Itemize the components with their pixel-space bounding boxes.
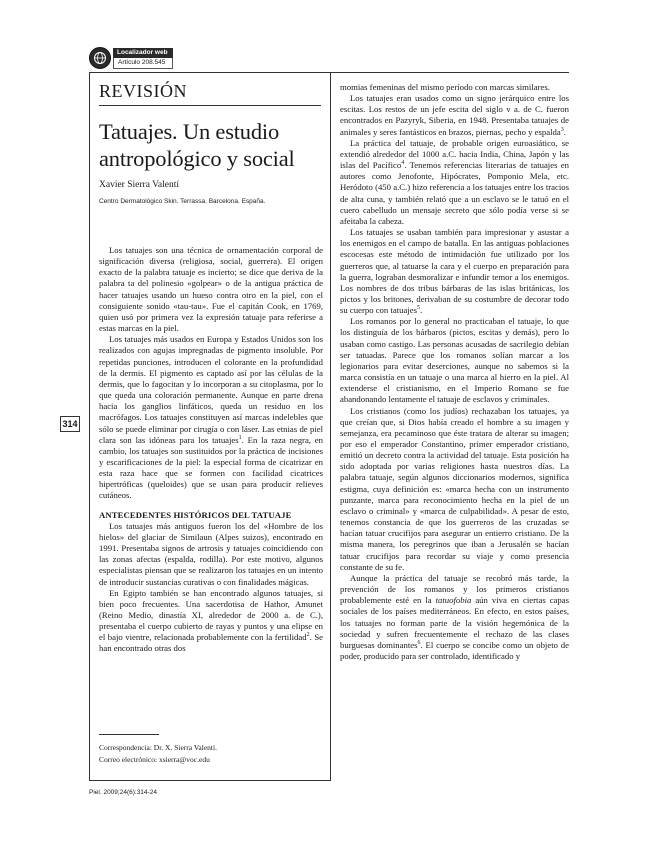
section-subheading: ANTECEDENTES HISTÓRICOS DEL TATUAJE <box>99 509 292 520</box>
correspondence-email: Correo electrónico: xsierra@voc.edu <box>99 755 210 764</box>
article-title: Tatuajes. Un estudio antropológico y social <box>99 119 295 171</box>
paragraph: Los tatuajes se usaban también para impresionar y asustar a los enemigos en el campo de batalla. En las antiguas poblaciones escocesas este método de intimidación fue utilizado por los guerreros que, al tatuarse la cara y el cuerpo en preparación para la guerra, lograban desmoralizar e infundir temor a los enemigos. Los nombres de dos tribus bárbaras de las islas británicas, los pictos y los britones, derivaban de su costumbre de decorar todo su cuerpo con tatuajes$^5$. <box>340 227 569 316</box>
paragraph: La práctica del tatuaje, de probable origen euroasiático, se extendió alrededor del 1000 a.C. hacia India, China, Japón y las islas del Pacífico$^4$. Tenemos referencias literarias de tatuajes en autores como Jenofonte, Hipócrates, Pomponio Mela, etc. Heródoto (450 a.C.) hizo referencia a los tatuajes entre los tracios de alta cuna, y también relató que a un esclavo se le tatuó en el cuero cabelludo un mensaje secreto que sólo podía verse si se afeitaba la cabeza. <box>340 137 570 226</box>
paragraph: Los cristianos (como los judíos) rechazaban los tatuajes, ya que creían que, si Dios había creado el hombre a su imagen y semejanza, era pecaminoso que éste tratara de alterar su imagen; por eso el emperador Constantino, primer emperador cristiano, emitió un decreto contra la actividad del tatuaje. Esta posición ha sido adoptada por varias religiones hasta nuestros días. La palabra tatuaje, según algunos diccionarios modernos, significa estigma, cuya definición es: «marca hecha con un instrumento punzante, marca para reconocimiento hecha en la piel de un esclavo o criminal» y «marca de culpabilidad». A pesar de esto, tenemos constancia de que los guerreros de las cruzadas se hacían tatuar crucifijos para asegurar un entierro cristiano. De la misma manera, los peregrinos que iban a Jerusalén se hacían tatuar crucifijos para recordar su viaje y como presencia constante de su fe. <box>340 405 569 572</box>
paragraph: Los tatuajes más usados en Europa y Estados Unidos son los realizados con agujas impregnadas de pigmento insoluble. Por repetidas punciones, introducen el colorante en la profundidad de la dermis. El pigmento es captado así por las células de la dermis, que lo fagocitan y lo incorporan a su citoplasma, por lo que queda una coloración permanente. Aunque en parte drena hacia los ganglios linfáticos, queda un residuo en los macrófagos. Los tatuajes constituyen así marcas indelebles que sólo se puede eliminar por cirugía o con láser. Las etnias de piel clara son las idóneas para los tatuajes$^1$. En la raza negra, en cambio, los tatuajes son sustituidos por la práctica de incisiones y escarificaciones de la piel: la especial forma de cicatrizar en esta raza hace que se formen con facilidad cicatrices hipertróficas (queloides) que se usan para producir relieves cutáneos. <box>99 334 323 501</box>
paragraph: Aunque la práctica del tatuaje se recobró más tarde, la prevención de los romanos y los primeros cristianos probablemente esté en la tatuofobia aún viva en ciertas capas sociales de los países mediterráneos. En efecto, en estos países, los tatuajes no forman parte de la visión hegemónica de la sociedad y sufren frecuentemente el rechazo de las clases burguesas dominantes$^6$. El cuerpo se concibe como un objeto de poder, producido para ser controlado, identificado y <box>340 572 569 661</box>
section-rule <box>99 105 321 106</box>
globe-icon <box>89 47 111 69</box>
correspondence-name: Correspondencia: Dr. X. Sierra Valentí. <box>99 743 217 752</box>
section-label: REVISIÓN <box>99 81 187 101</box>
web-locator-badge <box>89 47 173 69</box>
author-affiliation: Centro Dermatológico Skin. Terrassa. Barcelona. España. <box>99 198 266 205</box>
left-column <box>99 245 323 655</box>
frame-top-rule <box>89 72 569 73</box>
frame-left-rule <box>89 72 90 780</box>
correspondence-rule <box>99 734 159 735</box>
locator-label: Localizador web <box>113 48 173 58</box>
paragraph: Los tatuajes eran usados como un signo jerárquico entre los escitas. Los restos de un jefe escita del siglo v a. de C. fueron encontrados en Pazyryk, Siberia, en 1948. Presentaba tatuajes de animales y seres fantásticos en brazos, piernas, pecho y espalda$^3$. <box>340 93 569 137</box>
correspondence-block <box>99 742 323 766</box>
journal-footer: Piel. 2009;24(6):314-24 <box>89 789 157 796</box>
frame-bottom-rule <box>89 780 331 781</box>
author-name: Xavier Sierra Valentí <box>99 180 180 190</box>
page-number: 314 <box>60 416 80 432</box>
paragraph: En Egipto también se han encontrado algunos tatuajes, si bien poco frecuentes. Una sacerdotisa de Hathor, Amunet (Reino Medio, dinastía XI, alrededor de 2000 a. de C.), presentaba el cuerpo cubierto de rayas y puntos y una elipse en el bajo vientre, relacionada probablemente con la fertilidad$^2$. Se han encontrado otras dos <box>99 587 324 654</box>
paragraph: Los tatuajes más antiguos fueron los del «Hombre de los hielos» del glaciar de Similaun (Alpes suizos), encontrado en 1991. Presentaba signos de artrosis y tatuajes coincidiendo con las zonas afectas (espalda, rodilla). Por este motivo, algunos especialistas piensan que se realizaron los tatuajes en un intento de introducir sustancias curativas o con finalidades mágicas. <box>99 520 323 587</box>
paragraph: Los tatuajes son una técnica de ornamentación corporal de significación diversa (religiosa, social, guerrera). El origen exacto de la palabra tatuaje es incierto; se dice que deriva de la palabra ta del polinesio «golpear» o de la antigua práctica de hacer tatuajes usando un hueso contra otro en la piel, con el consiguiente sonido «tau-tau». Fue el capitán Cook, en 1769, quien usó por primera vez la expresión tatuaje para referirse a estas marcas en la piel. <box>99 245 323 334</box>
paragraph: momias femeninas del mismo período con marcas similares. <box>340 82 550 92</box>
locator-article-id: Artículo 208.545 <box>113 58 173 69</box>
right-column <box>340 82 569 662</box>
paragraph: Los romanos por lo general no practicaban el tatuaje, lo que los distinguía de los bárbaros (pictos, escitas y demás), pero lo usaban como castigo. Las personas acusadas de sacrilegio debían ser tatuadas. Parece que los romanos solían marcar a los legionarios para evitar deserciones, aunque no sabemos si la marca consistía en un tatuaje o una marca al hierro en la piel. Al extenderse el cristianismo, en el Imperio Romano se fue abandonando lentamente el tatuaje de esclavos y criminales. <box>340 316 569 405</box>
frame-column-rule <box>330 72 331 780</box>
